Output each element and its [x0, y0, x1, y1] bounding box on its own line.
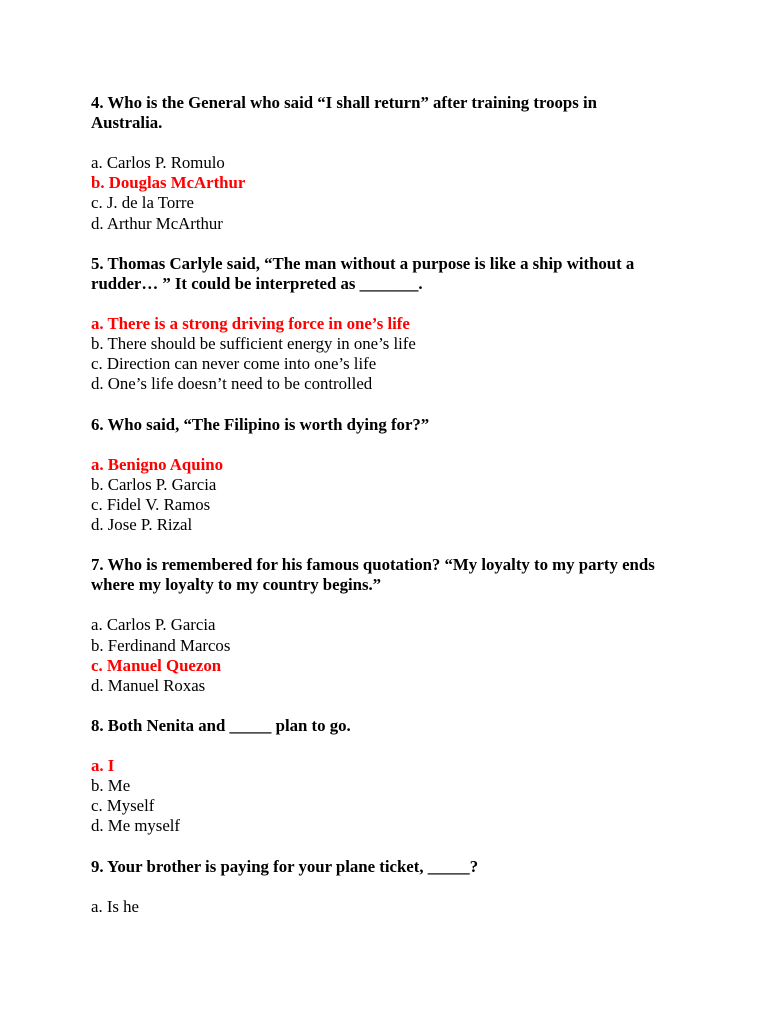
- question-line: 5. Thomas Carlyle said, “The man without a purpose is like a ship without a: [91, 253, 635, 273]
- answer-options: [91, 897, 655, 917]
- answer-option-c: c. Myself: [91, 796, 155, 816]
- answer-option-b: b. Me: [91, 776, 131, 796]
- answer-options: [91, 756, 655, 836]
- answer-option-d: d. Manuel Roxas: [91, 675, 206, 695]
- question-line: 6. Who said, “The Filipino is worth dying for?”: [91, 414, 430, 434]
- answer-option-b: b. There should be sufficient energy in one’s life: [91, 334, 416, 354]
- answer-option-b: b. Ferdinand Marcos: [91, 635, 231, 655]
- question-line: rudder… ” It could be interpreted as _______.: [91, 273, 423, 293]
- question-text: [91, 716, 655, 736]
- answer-option-c: c. J. de la Torre: [91, 193, 194, 213]
- answer-option-c: c. Direction can never come into one’s life: [91, 354, 377, 374]
- question-7: [91, 555, 655, 696]
- question-line: 8. Both Nenita and _____ plan to go.: [91, 715, 351, 735]
- answer-option-a: a. Is he: [91, 896, 139, 916]
- question-text: [91, 857, 655, 877]
- question-4: [91, 93, 655, 234]
- answer-option-d: d. Jose P. Rizal: [91, 514, 193, 534]
- question-line: Australia.: [91, 113, 163, 133]
- question-6: [91, 415, 655, 536]
- document-page: [91, 93, 655, 937]
- answer-option-d: d. Me myself: [91, 816, 181, 836]
- answer-option-a: a. Carlos P. Romulo: [91, 153, 225, 173]
- answer-option-d: d. Arthur McArthur: [91, 213, 223, 233]
- answer-option-c: c. Manuel Quezon: [91, 655, 222, 675]
- question-line: 9. Your brother is paying for your plane ticket, _____?: [91, 856, 479, 876]
- question-text: [91, 555, 655, 595]
- answer-option-a: a. There is a strong driving force in one’s life: [91, 314, 410, 334]
- answer-options: [91, 615, 655, 695]
- question-9: [91, 857, 655, 917]
- answer-options: [91, 153, 655, 233]
- question-5: [91, 254, 655, 395]
- question-line: where my loyalty to my country begins.”: [91, 575, 382, 595]
- answer-option-c: c. Fidel V. Ramos: [91, 494, 211, 514]
- question-line: 7. Who is remembered for his famous quotation? “My loyalty to my party ends: [91, 555, 655, 575]
- question-text: [91, 93, 655, 133]
- answer-options: [91, 314, 655, 394]
- answer-option-b: b. Douglas McArthur: [91, 173, 246, 193]
- answer-option-a: a. Carlos P. Garcia: [91, 615, 216, 635]
- answer-option-a: a. I: [91, 756, 115, 776]
- answer-option-d: d. One’s life doesn’t need to be controlled: [91, 374, 373, 394]
- answer-option-b: b. Carlos P. Garcia: [91, 474, 217, 494]
- question-text: [91, 254, 655, 294]
- question-8: [91, 716, 655, 837]
- answer-option-a: a. Benigno Aquino: [91, 454, 223, 474]
- question-line: 4. Who is the General who said “I shall return” after training troops in: [91, 93, 597, 112]
- question-text: [91, 415, 655, 435]
- answer-options: [91, 455, 655, 535]
